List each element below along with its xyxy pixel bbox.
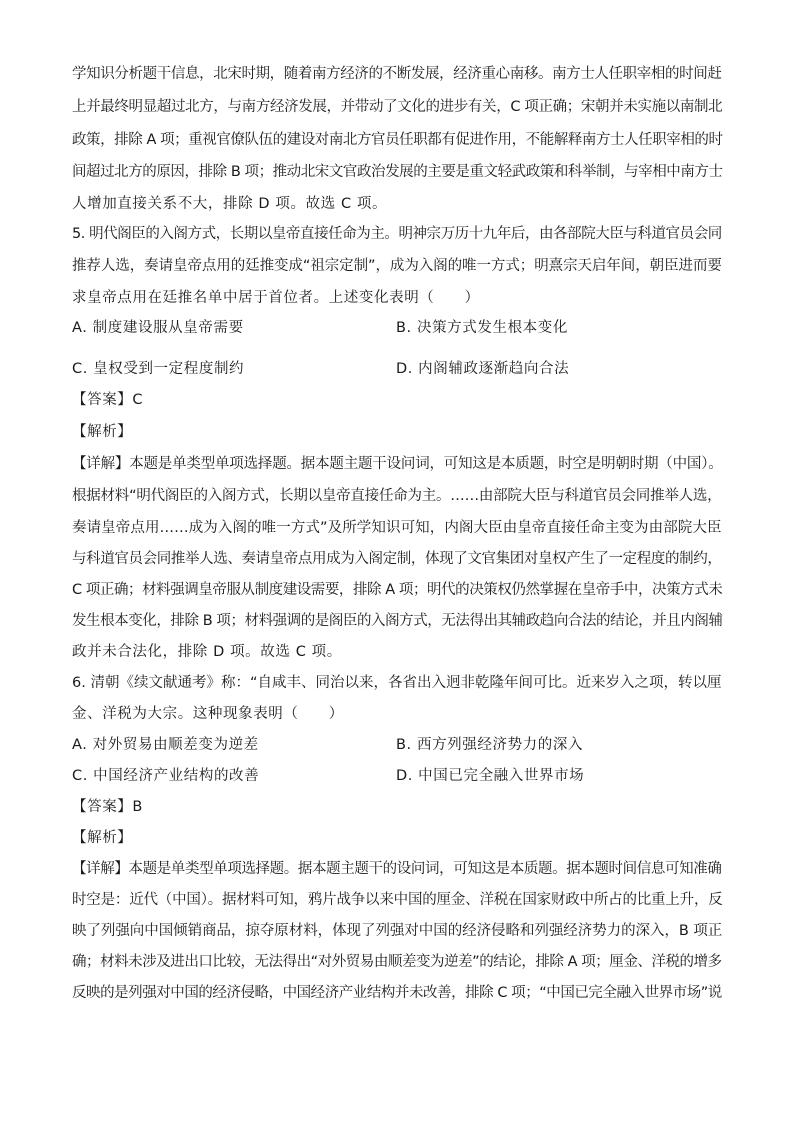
- q5-answer: 【答案】C: [72, 392, 144, 408]
- q5-detail-line: C 项正确；材料强调皇帝服从制度建设需要，排除 A 项；明代的决策权仍然掌握在皇帝手中，决策方式未: [72, 582, 723, 598]
- q5-detail-line: 政并未合法化，排除 D 项。故选 C 项。: [72, 644, 342, 660]
- prev-analysis-line: 间超过北方的原因，排除 B 项；推动北宋文官政治发展的主要是重文轻武政策和科举制，与宰相中南方士: [72, 164, 723, 180]
- q5-detail-line: 与科道官员会同推举人选、奏请皇帝点用成为入阁定制，体现了文官集团对皇权产生了一定程度的制约，: [72, 551, 722, 567]
- q6-answer: 【答案】B: [72, 799, 143, 815]
- q5-detail-line: 发生根本变化，排除 B 项；材料强调的是阁臣的入阁方式，无法得出其辅政趋向合法的结论，并且内阁辅: [72, 613, 723, 629]
- q5-stem-line: 求皇帝点用在廷推名单中居于首位者。上述变化表明（ ）: [72, 290, 480, 306]
- q5-option-c: C. 皇权受到一定程度制约: [72, 361, 245, 377]
- q5-detail-line: 【详解】本题是单类型单项选择题。据本题主题干设问词，可知这是本质题，时空是明朝时期（中国）。: [72, 456, 723, 472]
- prev-analysis-line: 人增加直接关系不大，排除 D 项。故选 C 项。: [72, 196, 388, 212]
- q6-option-b: B. 西方列强经济势力的深入: [396, 737, 584, 753]
- q6-detail-line: 反映的是列强对中国的经济侵略，中国经济产业结构并未改善，排除 C 项；“中国已完全融入世界市场”说: [72, 985, 722, 1001]
- q6-analysis-label: 【解析】: [72, 830, 133, 846]
- q5-option-d: D. 内阁辅政逐渐趋向合法: [396, 361, 570, 377]
- q6-stem-line: 6. 清朝《续文献通考》称：“自咸丰、同治以来，各省出入迥非乾隆年间可比。近来岁入之项，转以厘: [72, 675, 722, 691]
- q6-option-d: D. 中国已完全融入世界市场: [396, 768, 585, 784]
- q6-option-c: C. 中国经济产业结构的改善: [72, 768, 260, 784]
- q5-stem-line: 5. 明代阁臣的入阁方式，长期以皇帝直接任命为主。明神宗万历十九年后，由各部院大臣与科道官员会同: [72, 226, 722, 242]
- prev-analysis-line: 上并最终明显超过北方，与南方经济发展，并带动了文化的进步有关，C 项正确；宋朝并未实施以南制北: [72, 99, 723, 115]
- q5-analysis-label: 【解析】: [72, 424, 133, 440]
- prev-analysis-line: 学知识分析题干信息，北宋时期，随着南方经济的不断发展，经济重心南移。南方士人任职宰相的时间赶: [72, 66, 722, 82]
- q6-detail-line: 映了列强向中国倾销商品，掠夺原材料，体现了列强对中国的经济侵略和列强经济势力的深入，B 项正: [72, 923, 723, 939]
- prev-analysis-line: 政策，排除 A 项；重视官僚队伍的建设对南北方官员任职都有促进作用，不能解释南方士人任职宰相的时: [72, 132, 723, 148]
- q5-stem-line: 推荐人选，奏请皇帝点用的廷推变成“祖宗定制”，成为入阁的唯一方式；明熹宗天启年间，朝臣进而要: [72, 258, 722, 274]
- q6-option-a: A. 对外贸易由顺差变为逆差: [72, 737, 259, 753]
- q6-stem-line: 金、洋税为大宗。这种现象表明（ ）: [72, 706, 344, 722]
- q6-detail-line: 时空是：近代（中国）。据材料可知，鸦片战争以来中国的厘金、洋税在国家财政中所占的比重上升，反: [72, 892, 723, 908]
- q5-detail-line: 奏请皇帝点用……成为入阁的唯一方式”及所学知识可知，内阁大臣由皇帝直接任命主变为由部院大臣: [72, 520, 722, 536]
- q5-option-b: B. 决策方式发生根本变化: [396, 320, 568, 336]
- q6-detail-line: 【详解】本题是单类型单项选择题。据本题主题干的设问词，可知这是本质题。据本题时间信息可知准确: [72, 861, 722, 877]
- q5-detail-line: 根据材料“明代阁臣的入阁方式，长期以皇帝直接任命为主。……由部院大臣与科道官员会同推举人选，: [72, 488, 722, 504]
- q6-detail-line: 确；材料未涉及进出口比较，无法得出“对外贸易由顺差变为逆差”的结论，排除 A 项；厘金、洋税的增多: [72, 954, 722, 970]
- q5-option-a: A. 制度建设服从皇帝需要: [72, 320, 244, 336]
